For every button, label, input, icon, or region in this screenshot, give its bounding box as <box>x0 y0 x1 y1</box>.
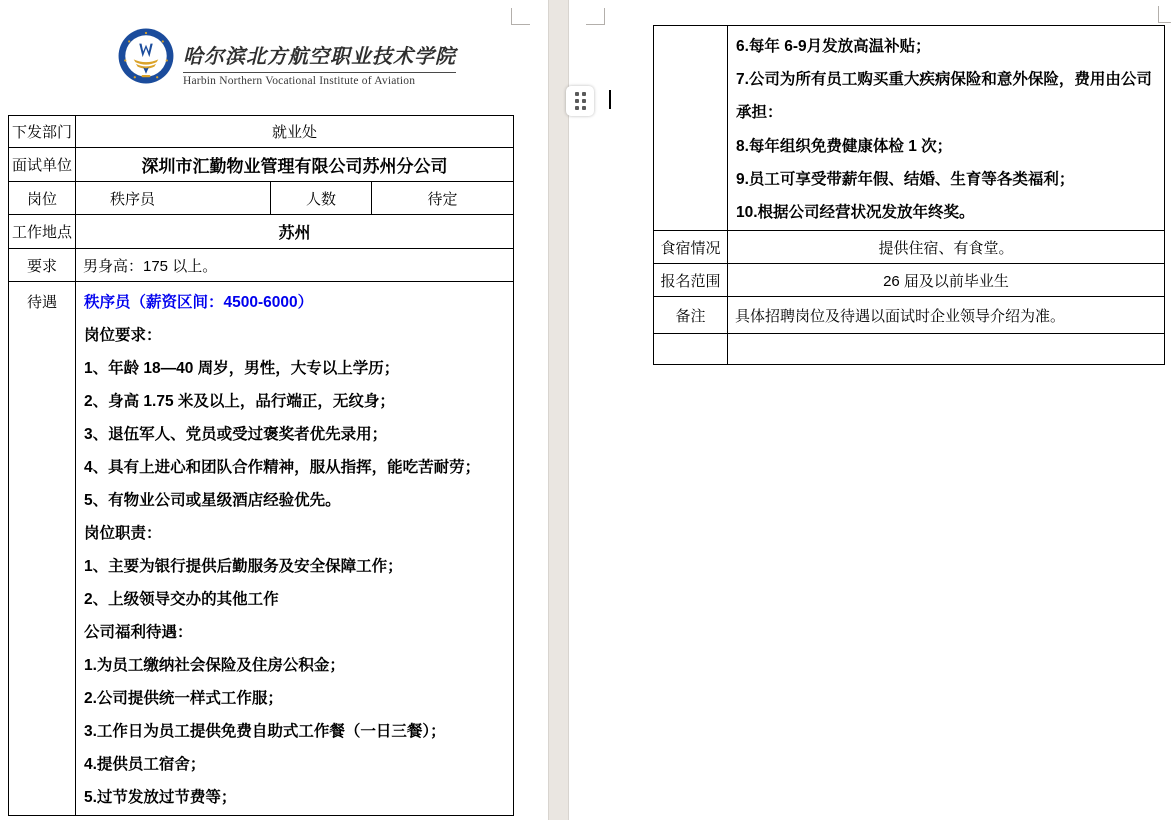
table-row <box>9 282 514 816</box>
benefit-line: 9.员工可享受带薪年假、结婚、生育等各类福利； <box>736 170 1075 188</box>
benefit-line: 10.根据公司经营状况发放年终奖。 <box>736 204 975 222</box>
text-cursor <box>609 90 611 109</box>
issuing-dept-value: 就业处 <box>76 116 514 148</box>
location-label: 工作地点 <box>9 215 76 249</box>
institute-name-en: Harbin Northern Vocational Institute of Aviation <box>183 75 416 87</box>
benefit-line: 5、有物业公司或星级酒店经验优先。 <box>84 492 341 509</box>
drag-handle[interactable] <box>566 86 594 116</box>
table-row <box>9 116 514 148</box>
benefit-line: 2、上级领导交办的其他工作 <box>84 591 279 608</box>
benefit-line: 8.每年组织免费健康体检 1 次； <box>736 137 953 155</box>
board-value: 提供住宿、有食堂。 <box>728 231 1165 264</box>
benefits-label: 待遇 <box>9 282 76 816</box>
benefit-line: 7.公司为所有员工购买重大疾病保险和意外保险，费用由公司承担： <box>736 71 1152 122</box>
benefit-line: 4、具有上进心和团队合作精神，服从指挥，能吃苦耐劳； <box>84 459 481 476</box>
headcount-value: 待定 <box>372 182 514 215</box>
benefit-line: 岗位职责： <box>84 525 162 542</box>
scope-label: 报名范围 <box>654 264 728 297</box>
table-row <box>654 231 1165 264</box>
benefit-line: 5.过节发放过节费等； <box>84 789 237 806</box>
scope-value: 26 届及以前毕业生 <box>728 264 1165 297</box>
benefits-content-cell <box>76 282 514 816</box>
table-row <box>654 334 1165 365</box>
table-row <box>9 249 514 282</box>
institute-name-cn: 哈尔滨北方航空职业技术学院 <box>183 40 456 73</box>
benefit-line: 1.为员工缴纳社会保险及住房公积金； <box>84 657 345 674</box>
margin-corner-mark <box>586 8 605 25</box>
benefit-line: 1、主要为银行提供后勤服务及安全保障工作； <box>84 558 403 575</box>
salary-heading: 秩序员（薪资区间：4500-6000） <box>84 294 314 311</box>
position-label: 岗位 <box>9 182 76 215</box>
margin-corner-mark <box>1158 6 1171 23</box>
table-row <box>9 182 514 215</box>
headcount-label: 人数 <box>271 182 372 215</box>
benefit-line: 4.提供员工宿舍； <box>84 756 206 773</box>
margin-corner-mark <box>511 8 530 25</box>
benefit-line: 1、年龄 18—40 周岁，男性，大专以上学历； <box>84 360 400 377</box>
empty-cell <box>728 334 1165 365</box>
benefit-line: 2.公司提供统一样式工作服； <box>84 690 283 707</box>
position-value: 秩序员 <box>76 182 271 215</box>
benefit-line: 岗位要求： <box>84 327 162 344</box>
benefit-line: 公司福利待遇： <box>84 624 193 641</box>
benefit-line: 6.每年 6-9月发放高温补贴； <box>736 38 931 55</box>
location-value: 苏州 <box>76 215 514 249</box>
benefits-continued-cell <box>728 26 1165 231</box>
interview-unit-label: 面试单位 <box>9 148 76 182</box>
benefit-line: 3.工作日为员工提供免费自助式工作餐（一日三餐）； <box>84 723 446 740</box>
table-row <box>654 264 1165 297</box>
board-label: 食宿情况 <box>654 231 728 264</box>
drag-dots-icon <box>575 92 586 110</box>
issuing-dept-label: 下发部门 <box>9 116 76 148</box>
page-gap-strip <box>548 0 569 820</box>
requirement-value: 男身高：175 以上。 <box>76 249 514 282</box>
table-row <box>654 297 1165 334</box>
institute-header <box>118 28 456 87</box>
empty-cell <box>654 334 728 365</box>
benefit-line: 2、身高 1.75 米及以上，品行端正，无纹身； <box>84 393 395 410</box>
remark-value: 具体招聘岗位及待遇以面试时企业领导介绍为准。 <box>728 297 1165 334</box>
table-row <box>9 215 514 249</box>
table-row <box>9 148 514 182</box>
institute-emblem-icon <box>118 28 174 84</box>
benefit-line: 3、退伍军人、党员或受过褒奖者优先录用； <box>84 426 388 443</box>
interview-unit-value: 深圳市汇勤物业管理有限公司苏州分公司 <box>76 148 514 182</box>
job-posting-table-page1 <box>8 115 514 816</box>
job-posting-table-page2 <box>653 25 1165 365</box>
remark-label: 备注 <box>654 297 728 334</box>
benefits-continued-label-cell <box>654 26 728 231</box>
table-row <box>654 26 1165 231</box>
requirement-label: 要求 <box>9 249 76 282</box>
